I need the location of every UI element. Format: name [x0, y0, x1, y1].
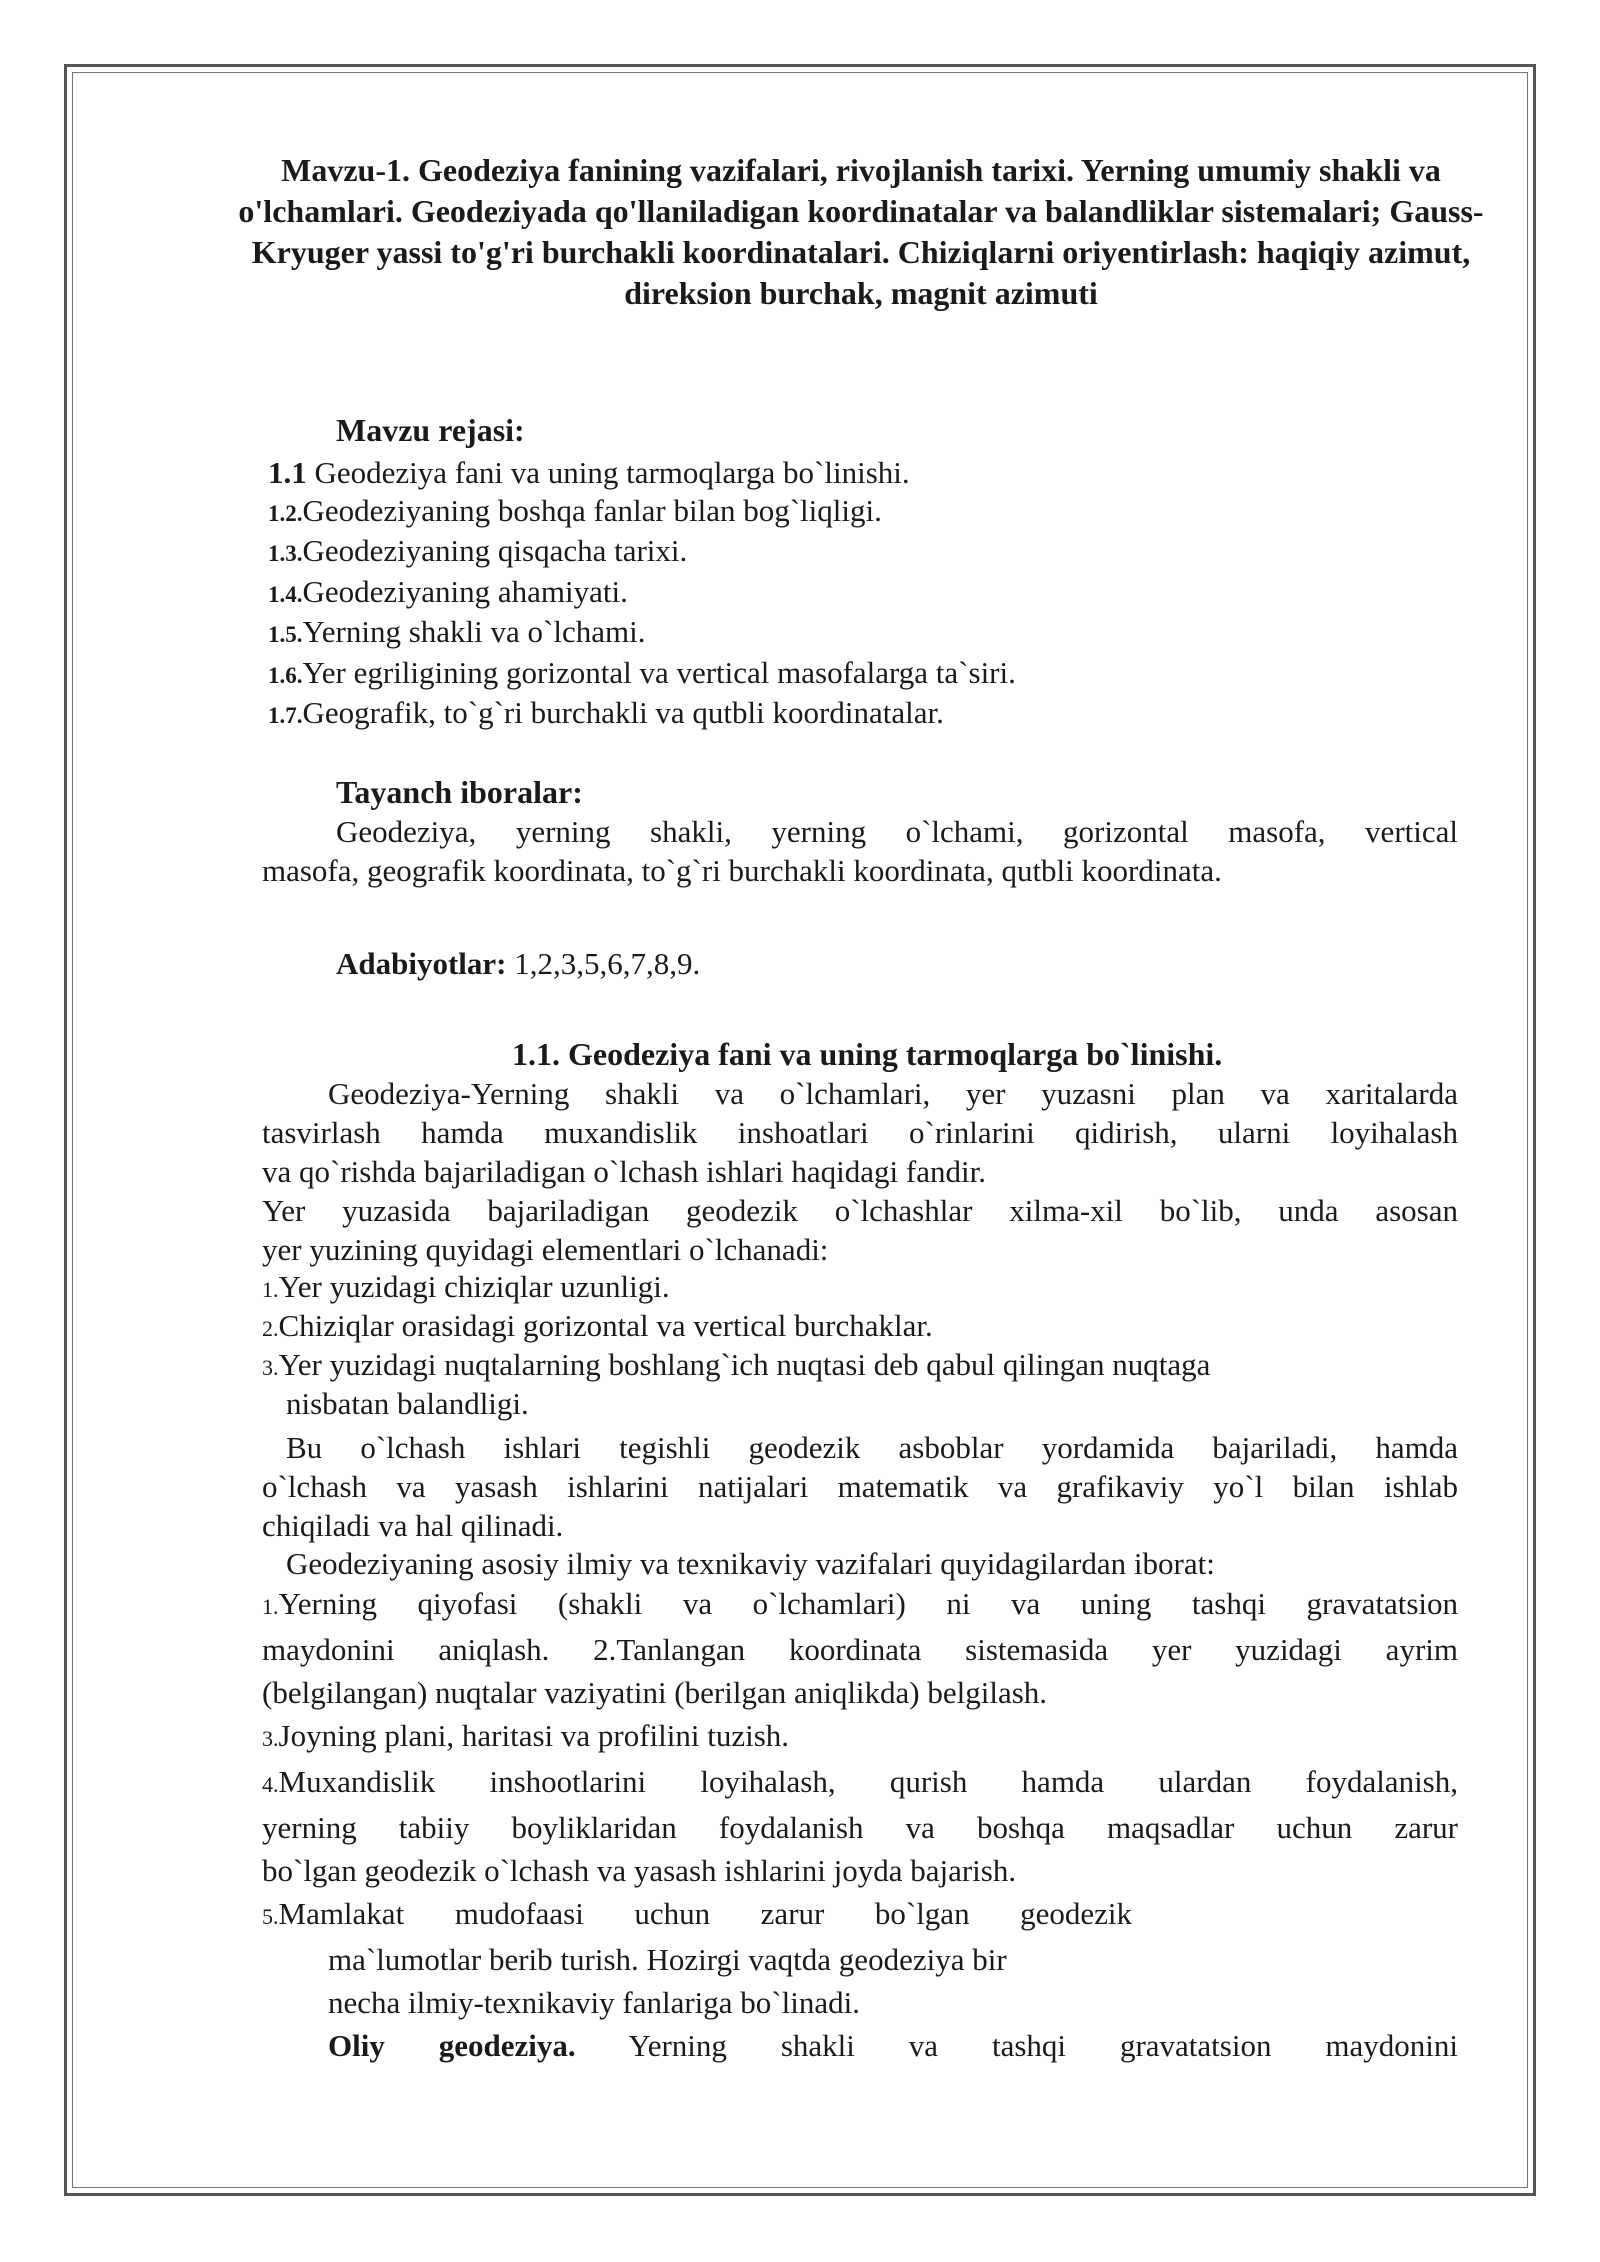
paragraph-line: Geodeziyaning asosiy ilmiy va texnikaviy vazifalari quyidagilardan iborat: — [286, 1546, 1215, 1581]
keywords-heading: Tayanch iboralar: — [336, 774, 583, 810]
paragraph-line: va qo`rishda bajariladigan o`lchash ishlari haqidagi fandir. — [262, 1154, 986, 1189]
section-heading: 1.1. Geodeziya fani va uning tarmoqlarga bo`linishi. — [512, 1036, 1223, 1072]
task-line: yerning tabiiy boyliklaridan foydalanish va boshqa maqsadlar uchun zarur — [262, 1810, 1458, 1845]
list-item-continuation: nisbatan balandligi. — [286, 1386, 529, 1421]
plan-section — [262, 410, 1458, 735]
task-line: ma`lumotlar berib turish. Hozirgi vaqtda geodeziya bir — [328, 1942, 1007, 1977]
plan-item: 1.4.Geodeziyaning ahamiyati. — [268, 573, 628, 609]
paragraph-line: Geodeziya-Yerning shakli va o`lchamlari, yer yuzasni plan va xaritalarda — [328, 1076, 1458, 1111]
paragraph-line: yer yuzining quyidagi elementlari o`lchanadi: — [262, 1232, 829, 1267]
literature-value: 1,2,3,5,6,7,8,9. — [506, 946, 701, 981]
literature-line — [336, 944, 1458, 983]
measured-elements-list — [262, 1269, 1458, 1422]
paragraph-line: tasvirlash hamda muxandislik inshoatlari o`rinlarini qidirish, ularni loyihalash — [262, 1115, 1458, 1150]
plan-item: 1.2.Geodeziyaning boshqa fanlar bilan bog`liqligi. — [268, 492, 882, 528]
task-item: 1.Yerning qiyofasi (shakli va o`lchamlari) ni va uning tashqi gravatatsion — [262, 1586, 1458, 1621]
list-item: 2.Chiziqlar orasidagi gorizontal va vertical burchaklar. — [262, 1308, 933, 1343]
paragraph-line: o`lchash va yasash ishlarini natijalari matematik va grafikaviy yo`l bilan ishlab — [262, 1469, 1458, 1504]
keywords-section — [262, 772, 1458, 890]
task-line: maydonini aniqlash. 2.Tanlangan koordinata sistemasida yer yuzidagi ayrim — [262, 1632, 1458, 1667]
paragraph-line: Yer yuzasida bajariladigan geodezik o`lchashlar xilma-xil bo`lib, unda asosan — [262, 1193, 1458, 1228]
tasks-list — [262, 1582, 1458, 2024]
plan-item: 1.7.Geografik, to`g`ri burchakli va qutbli koordinatalar. — [268, 695, 944, 730]
document-title: Mavzu-1. Geodeziya fanining vazifalari, rivojlanish tarixi. Yerning umumiy shakli va o'lchamlari. Geodeziyada qo'llaniladigan koordinatalar va balandliklar sistemalari; Gauss-Kryuger yassi to'g'ri burchakli koordinatalari. Chiziqlarni oriyentirlash: haqiqiy azimut, direksion burchak, magnit azimuti — [238, 152, 1484, 311]
term-oliy-geodeziya: Oliy geodeziya. — [328, 2028, 576, 2063]
keywords-line: Geodeziya, yerning shakli, yerning o`lchami, gorizontal masofa, vertical — [336, 814, 1458, 849]
plan-heading: Mavzu rejasi: — [336, 412, 525, 448]
keywords-line: masofa, geografik koordinata, to`g`ri burchakli koordinata, qutbli koordinata. — [262, 853, 1222, 888]
task-item: 5.Mamlakat mudofaasi uchun zarur bo`lgan geodezik — [262, 1896, 1132, 1931]
task-line: bo`lgan geodezik o`lchash va yasash ishlarini joyda bajarish. — [262, 1853, 1017, 1888]
final-paragraph-line: Oliy geodeziya. Yerning shakli va tashqi gravatatsion maydonini — [328, 2028, 1458, 2063]
plan-item: 1.6.Yer egriligining gorizontal va vertical masofalarga ta`siri. — [268, 654, 1016, 690]
task-item-5 — [262, 1892, 1132, 2024]
plan-item: 1.3.Geodeziyaning qisqacha tarixi. — [268, 533, 688, 568]
task-line: (belgilangan) nuqtalar vaziyatini (berilgan aniqlikda) belgilash. — [262, 1675, 1048, 1710]
literature-section — [262, 944, 1458, 983]
task-line: necha ilmiy-texnikaviy fanlariga bo`linadi. — [328, 1985, 860, 2020]
list-item: 3.Yer yuzidagi nuqtalarning boshlang`ich nuqtasi deb qabul qilingan nuqtaga — [262, 1347, 1211, 1382]
paragraph-line: Bu o`lchash ishlari tegishli geodezik asboblar yordamida bajariladi, hamda — [286, 1430, 1458, 1465]
literature-label: Adabiyotlar: — [336, 946, 507, 981]
task-item: 4.Muxandislik inshootlarini loyihalash, qurish hamda ulardan foydalanish, — [262, 1764, 1458, 1799]
list-item: 1.Yer yuzidagi chiziqlar uzunligi. — [262, 1269, 670, 1304]
task-item: 3.Joyning plani, haritasi va profilini tuzish. — [262, 1718, 790, 1753]
paragraph-line: chiqiladi va hal qilinadi. — [262, 1508, 564, 1543]
plan-list — [268, 454, 1458, 735]
plan-item: 1.1 Geodeziya fani va uning tarmoqlarga bo`linishi. — [268, 455, 910, 490]
section-1-1 — [262, 1034, 1458, 2067]
plan-item: 1.5.Yerning shakli va o`lchami. — [268, 614, 646, 649]
